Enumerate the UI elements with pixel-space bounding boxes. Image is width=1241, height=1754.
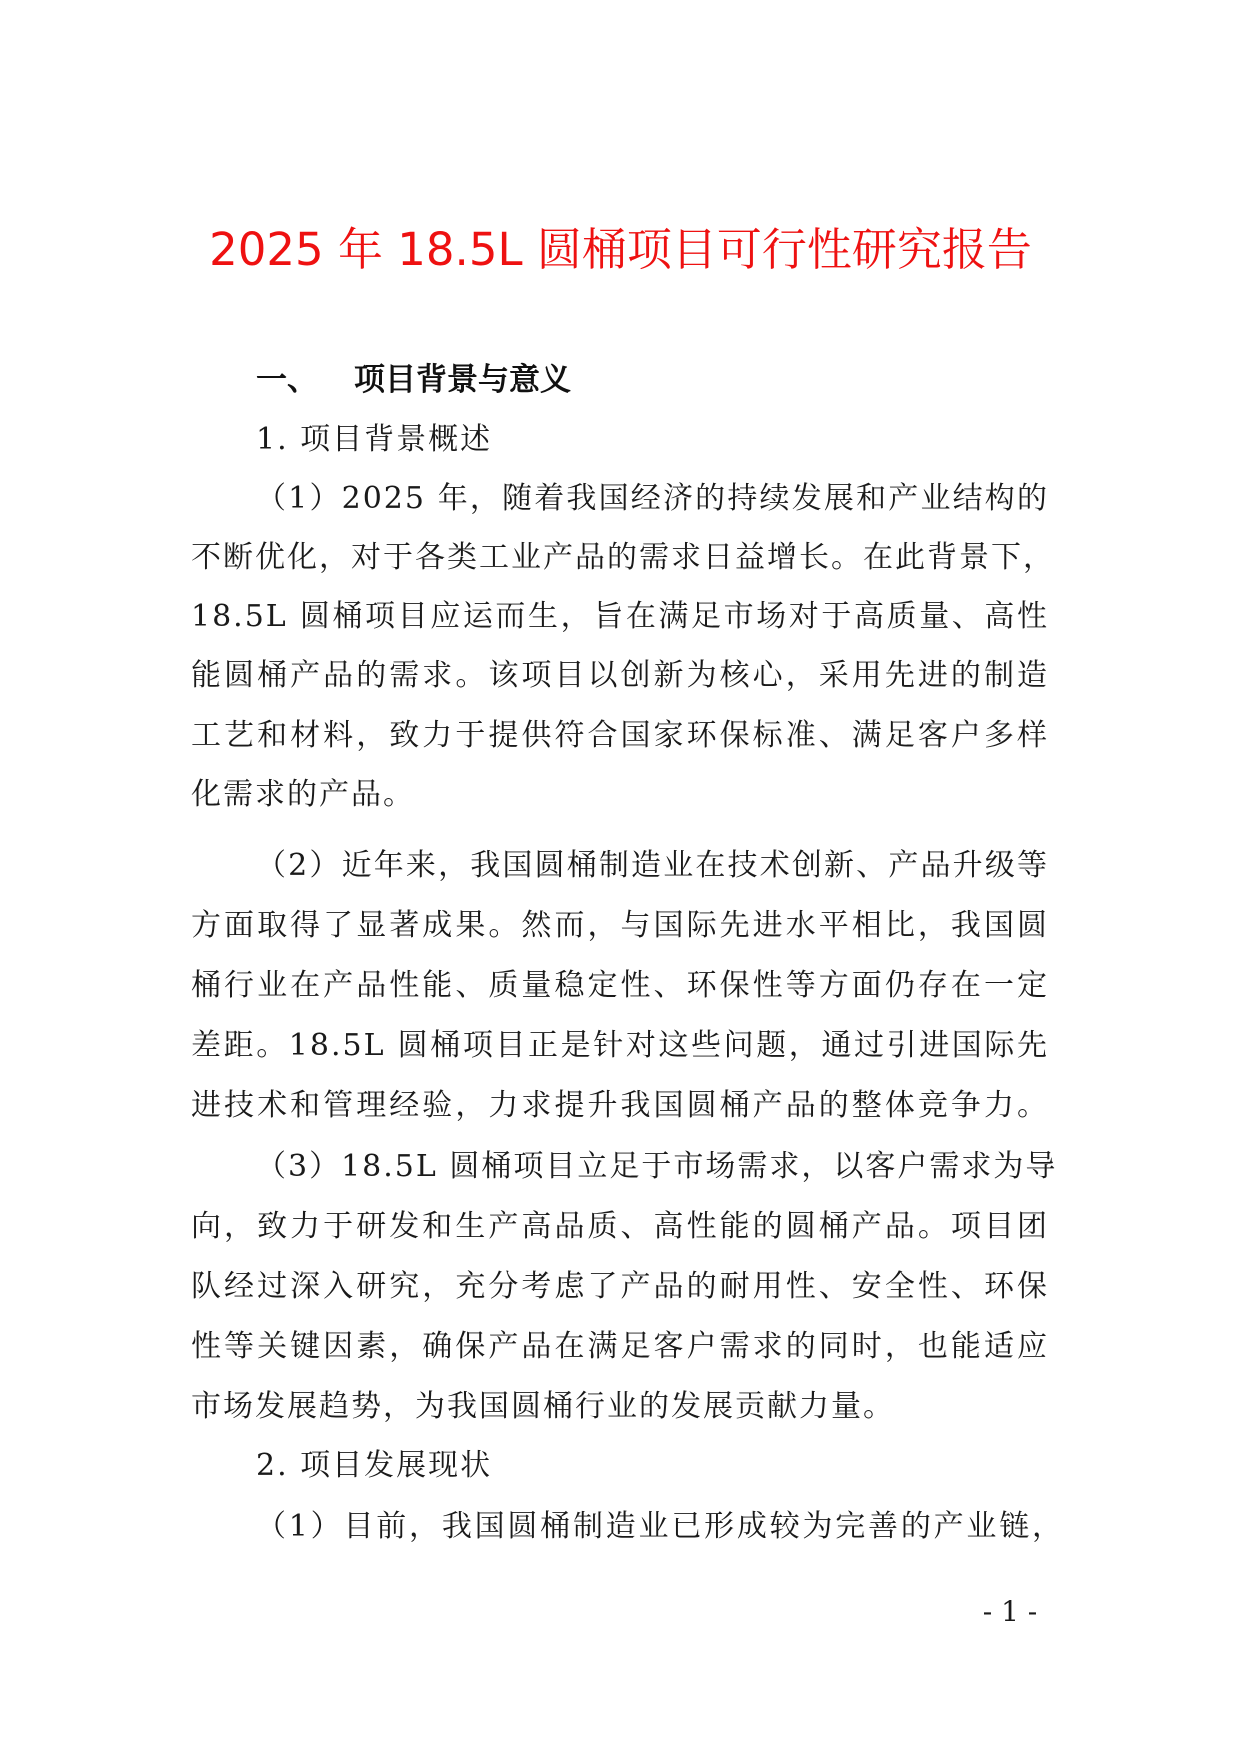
section-heading bbox=[256, 360, 571, 400]
paragraph-line: （1）目前，我国圆桶制造业已形成较为完善的产业链， bbox=[256, 1509, 1064, 1544]
paragraph-line: 桶行业在产品性能、质量稳定性、环保性等方面仍存在一定 bbox=[191, 968, 1049, 1003]
paragraph-line: （3）18.5L 圆桶项目立足于市场需求，以客户需求为导 bbox=[256, 1149, 1058, 1184]
paragraph-line: 能圆桶产品的需求。该项目以创新为核心，采用先进的制造 bbox=[191, 658, 1049, 693]
page-number: - 1 - bbox=[982, 1595, 1038, 1628]
paragraph-line: 队经过深入研究，充分考虑了产品的耐用性、安全性、环保 bbox=[191, 1269, 1049, 1304]
paragraph-line: 差距。18.5L 圆桶项目正是针对这些问题，通过引进国际先 bbox=[191, 1028, 1049, 1063]
paragraph-line: 18.5L 圆桶项目应运而生，旨在满足市场对于高质量、高性 bbox=[191, 599, 1049, 634]
paragraph-line: 性等关键因素，确保产品在满足客户需求的同时，也能适应 bbox=[191, 1329, 1049, 1364]
section-heading-text: 项目背景与意义 bbox=[354, 362, 571, 398]
paragraph-line: （1）2025 年，随着我国经济的持续发展和产业结构的 bbox=[256, 481, 1049, 516]
subsection-title: 1. 项目背景概述 bbox=[256, 422, 493, 457]
paragraph-line: 方面取得了显著成果。然而，与国际先进水平相比，我国圆 bbox=[191, 908, 1049, 943]
document-title: 2025 年 18.5L 圆桶项目可行性研究报告 bbox=[209, 223, 1032, 276]
paragraph-line: 市场发展趋势，为我国圆桶行业的发展贡献力量。 bbox=[191, 1389, 895, 1424]
paragraph-line: 不断优化，对于各类工业产品的需求日益增长。在此背景下， bbox=[191, 540, 1055, 575]
section-number: 一、 bbox=[256, 362, 318, 398]
paragraph-line: 化需求的产品。 bbox=[191, 777, 415, 812]
paragraph-line: 进技术和管理经验，力求提升我国圆桶产品的整体竞争力。 bbox=[191, 1088, 1049, 1123]
subsection-title: 2. 项目发展现状 bbox=[256, 1448, 493, 1483]
paragraph-line: 向，致力于研发和生产高品质、高性能的圆桶产品。项目团 bbox=[191, 1209, 1049, 1244]
paragraph-line: 工艺和材料，致力于提供符合国家环保标准、满足客户多样 bbox=[191, 718, 1049, 753]
paragraph-line: （2）近年来，我国圆桶制造业在技术创新、产品升级等 bbox=[256, 848, 1049, 883]
